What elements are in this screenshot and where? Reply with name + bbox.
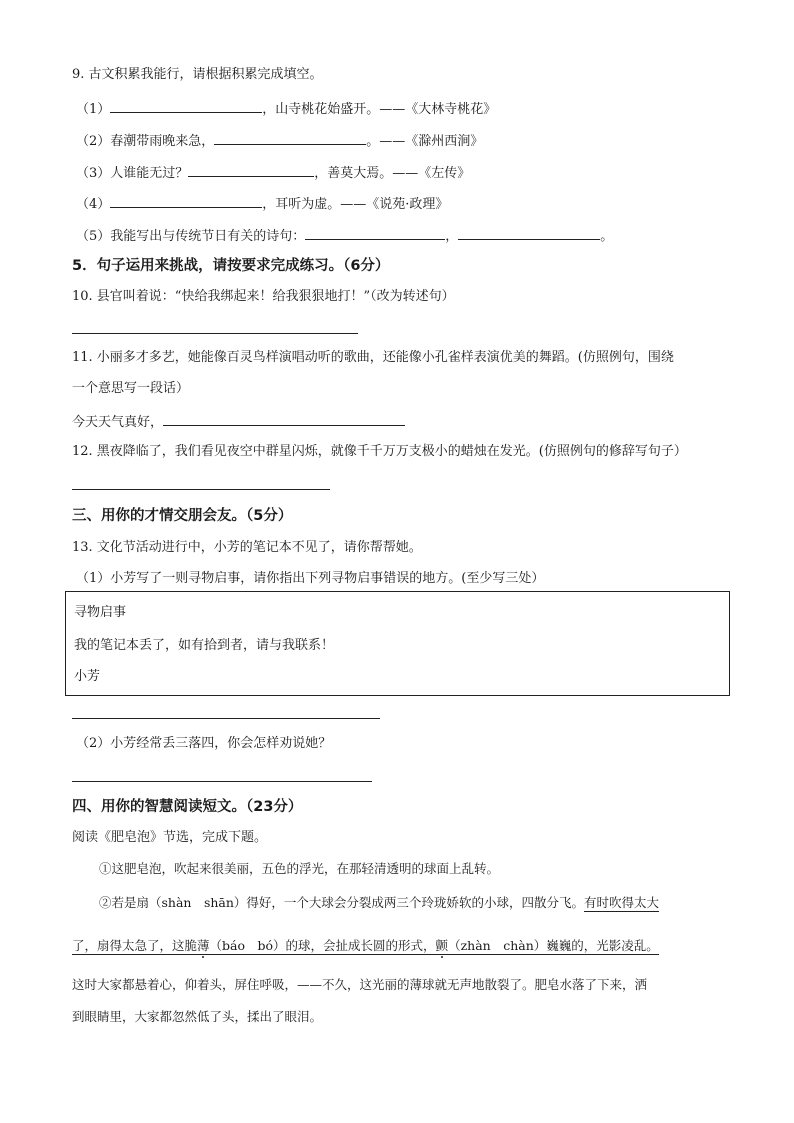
q9-line-1 (76, 99, 496, 119)
q9-line-4-num: （4） (76, 197, 111, 212)
fill-blank-4[interactable] (110, 194, 262, 208)
passage-p2-underlined: 有时吹得太大 (583, 895, 659, 910)
q9-line-5 (76, 226, 613, 246)
q11-text-line-2: 一个意思写一段话） (72, 381, 190, 396)
passage-dotted-char-chan: 颤 (435, 938, 449, 953)
section-4-heading: 四、用你的智慧阅读短文。（23分） (72, 799, 303, 815)
passage-paragraph-2 (99, 894, 659, 912)
fill-blank-5a[interactable] (305, 226, 445, 240)
q10-answer-line[interactable] (72, 333, 358, 334)
q9-line-2-text: （2）春潮带雨晚来急， (76, 134, 215, 149)
passage-p2-text: ②若是扇（shàn shān）得好，一个大球会分裂成两三个玲珑娇软的小球，四散分飞。 (99, 895, 584, 910)
notice-title: 寻物启事 (74, 605, 127, 620)
q9-line-5-end: 。 (600, 229, 614, 244)
fill-blank-3[interactable] (188, 163, 314, 177)
q9-line-5-text: （5）我能写出与传统节日有关的诗句： (76, 229, 306, 244)
q11-answer-blank[interactable] (163, 412, 405, 426)
q12-answer-line[interactable] (72, 489, 330, 490)
q9-line-1-text: ，山寺桃花始盛开。——《大林寺桃花》 (262, 102, 497, 117)
passage-paragraph-3: 这时大家都悬着心，仰着头，屏住呼吸，——不久，这光丽的薄球就无声地散裂了。肥皂水落了下来，洒 (72, 977, 648, 992)
q9-line-3-tail: ，善莫大焉。——《左传》 (314, 166, 471, 181)
lost-notice-box (65, 591, 730, 696)
q9-line-5-sep: ， (445, 229, 459, 244)
q9-line-4-text: ，耳听为虚。——《说苑·政理》 (262, 197, 449, 212)
q9-line-4 (76, 194, 448, 214)
q11-text-line-1: 11. 小丽多才多艺，她能像百灵鸟样演唱动听的歌曲，还能像小孔雀样表演优美的舞蹈。(仿照例句，围绕 (72, 350, 674, 365)
passage-paragraph-1: ①这肥皂泡，吹起来很美丽，五色的浮光，在那轻清透明的球面上乱转。 (99, 861, 500, 876)
passage-underlined-c: （zhàn chàn）巍巍的，光影凌乱。 (448, 938, 659, 953)
q13-text: 13. 文化节活动进行中，小芳的笔记本不见了，请你帮帮她。 (72, 540, 422, 555)
q11-prompt-text: 今天天气真好， (72, 415, 164, 430)
q11-prompt (72, 412, 405, 432)
passage-underlined-a: 了，扇得太急了，这脆 (72, 938, 198, 953)
q13-1-answer-line[interactable] (72, 718, 380, 719)
notice-signature: 小芳 (74, 669, 101, 684)
q9-line-2-tail: 。——《滁州西涧》 (366, 134, 484, 149)
section-5-heading: 5．句子运用来挑战，请按要求完成练习。（6分） (72, 258, 390, 274)
section-3-heading: 三、用你的才情交朋会友。（5分） (72, 508, 293, 524)
fill-blank-1[interactable] (110, 99, 262, 113)
passage-paragraph-3-cont: 到眼睛里，大家都忽然低了头，揉出了眼泪。 (72, 1009, 323, 1024)
q13-2-answer-line[interactable] (72, 781, 372, 782)
passage-dotted-char-bao: 薄 (197, 938, 210, 953)
q9-line-1-num: （1） (76, 102, 111, 117)
q12-text: 12. 黑夜降临了，我们看见夜空中群星闪烁，就像千千万万支极小的蜡烛在发光。(仿照例句的修辞写句子） (72, 444, 687, 459)
notice-body: 我的笔记本丢了，如有拾到者，请与我联系！ (74, 638, 335, 653)
q13-1-text: （1）小芳写了一则寻物启事，请你指出下列寻物启事错误的地方。(至少写三处） (76, 571, 545, 586)
fill-blank-2[interactable] (214, 131, 366, 145)
fill-blank-5b[interactable] (458, 226, 600, 240)
passage-paragraph-2-cont (72, 937, 659, 955)
q13-2-text: （2）小芳经常丢三落四，你会怎样劝说她？ (76, 736, 332, 751)
reading-intro: 阅读《肥皂泡》节选，完成下题。 (72, 830, 268, 845)
q9-line-2 (76, 131, 483, 151)
q10-text: 10. 县官叫着说：“快给我绑起来！给我狠狠地打！”（改为转述句） (72, 289, 455, 304)
passage-underlined-b: （báo bó）的球，会扯成长圆的形式， (209, 938, 436, 953)
q9-title: 9. 古文积累我能行，请根据积累完成填空。 (72, 67, 323, 82)
q9-line-3 (76, 163, 470, 183)
q9-line-3-text: （3）人谁能无过？ (76, 166, 189, 181)
